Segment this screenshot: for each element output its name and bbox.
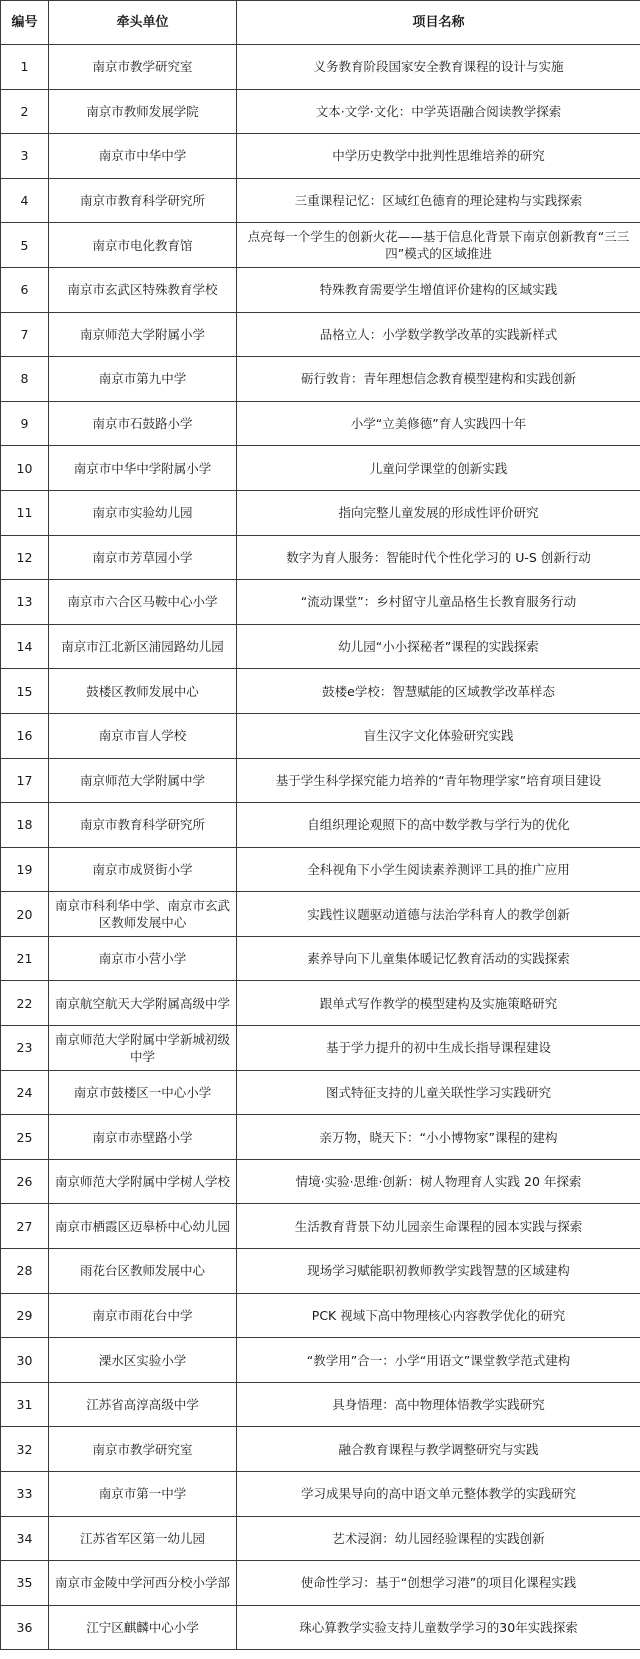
table-row — [1, 1472, 640, 1517]
row-number-cell: 5 — [1, 223, 49, 268]
row-number-cell: 32 — [1, 1427, 49, 1472]
row-number-cell: 13 — [1, 580, 49, 625]
table-row — [1, 624, 640, 669]
project-name-cell: 中学历史教学中批判性思维培养的研究 — [237, 134, 640, 179]
lead-unit-cell: 南京市六合区马鞍中心小学 — [49, 580, 237, 625]
project-name-cell: 特殊教育需要学生增值评价建构的区域实践 — [237, 267, 640, 312]
row-number-cell: 36 — [1, 1605, 49, 1650]
project-name-cell: 珠心算教学实验支持儿童数学学习的30年实践探索 — [237, 1605, 640, 1650]
lead-unit-cell: 南京市教学研究室 — [49, 1427, 237, 1472]
row-number-cell: 27 — [1, 1204, 49, 1249]
row-number-cell: 30 — [1, 1338, 49, 1383]
project-name-cell: “教学用”合一：小学“用语文”课堂教学范式建构 — [237, 1338, 640, 1383]
lead-unit-cell: 南京市教育科学研究所 — [49, 178, 237, 223]
row-number-cell: 4 — [1, 178, 49, 223]
project-name-cell: 义务教育阶段国家安全教育课程的设计与实施 — [237, 45, 640, 90]
lead-unit-cell: 南京师范大学附属中学新城初级中学 — [49, 1026, 237, 1071]
project-name-cell: 基于学生科学探究能力培养的“青年物理学家”培育项目建设 — [237, 758, 640, 803]
lead-unit-cell: 南京市第九中学 — [49, 357, 237, 402]
table-row — [1, 1249, 640, 1294]
table-row — [1, 981, 640, 1026]
lead-unit-cell: 南京航空航天大学附属高级中学 — [49, 981, 237, 1026]
table-header-row — [1, 1, 640, 45]
row-number-cell: 31 — [1, 1382, 49, 1427]
lead-unit-cell: 南京市赤壁路小学 — [49, 1115, 237, 1160]
table-row — [1, 1293, 640, 1338]
table-row — [1, 892, 640, 937]
project-name-cell: 盲生汉字文化体验研究实践 — [237, 713, 640, 758]
project-name-cell: 幼儿园“小小探秘者”课程的实践探索 — [237, 624, 640, 669]
table-row — [1, 89, 640, 134]
row-number-cell: 20 — [1, 892, 49, 937]
table-row — [1, 1561, 640, 1606]
row-number-cell: 15 — [1, 669, 49, 714]
table-row — [1, 45, 640, 90]
project-name-cell: 儿童问学课堂的创新实践 — [237, 446, 640, 491]
lead-unit-cell: 南京市雨花台中学 — [49, 1293, 237, 1338]
project-name-cell: 使命性学习：基于“创想学习港”的项目化课程实践 — [237, 1561, 640, 1606]
table-row — [1, 1382, 640, 1427]
row-number-cell: 28 — [1, 1249, 49, 1294]
header-lead-unit: 牵头单位 — [49, 1, 237, 45]
lead-unit-cell: 南京市金陵中学河西分校小学部 — [49, 1561, 237, 1606]
row-number-cell: 8 — [1, 357, 49, 402]
row-number-cell: 6 — [1, 267, 49, 312]
lead-unit-cell: 南京市教学研究室 — [49, 45, 237, 90]
lead-unit-cell: 南京市芳草园小学 — [49, 535, 237, 580]
lead-unit-cell: 南京市栖霞区迈皋桥中心幼儿园 — [49, 1204, 237, 1249]
table-row — [1, 312, 640, 357]
lead-unit-cell: 南京市实验幼儿园 — [49, 490, 237, 535]
lead-unit-cell: 南京市中华中学 — [49, 134, 237, 179]
project-name-cell: 砺行敦肯：青年理想信念教育模型建构和实践创新 — [237, 357, 640, 402]
row-number-cell: 22 — [1, 981, 49, 1026]
lead-unit-cell: 南京市玄武区特殊教育学校 — [49, 267, 237, 312]
lead-unit-cell: 南京市石鼓路小学 — [49, 401, 237, 446]
project-name-cell: 文本·文学·文化：中学英语融合阅读教学探索 — [237, 89, 640, 134]
lead-unit-cell: 南京市小营小学 — [49, 936, 237, 981]
table-row — [1, 713, 640, 758]
table-row — [1, 357, 640, 402]
project-name-cell: 小学“立美修德”育人实践四十年 — [237, 401, 640, 446]
table-row — [1, 535, 640, 580]
table-row — [1, 134, 640, 179]
row-number-cell: 17 — [1, 758, 49, 803]
row-number-cell: 18 — [1, 803, 49, 848]
lead-unit-cell: 江苏省高淳高级中学 — [49, 1382, 237, 1427]
lead-unit-cell: 南京市盲人学校 — [49, 713, 237, 758]
lead-unit-cell: 南京市第一中学 — [49, 1472, 237, 1517]
lead-unit-cell: 南京师范大学附属中学 — [49, 758, 237, 803]
table-row — [1, 267, 640, 312]
project-name-cell: PCK 视域下高中物理核心内容教学优化的研究 — [237, 1293, 640, 1338]
project-name-cell: 基于学力提升的初中生成长指导课程建设 — [237, 1026, 640, 1071]
table-row — [1, 1427, 640, 1472]
table-row — [1, 223, 640, 268]
lead-unit-cell: 南京市教育科学研究所 — [49, 803, 237, 848]
row-number-cell: 19 — [1, 847, 49, 892]
table-row — [1, 1338, 640, 1383]
row-number-cell: 24 — [1, 1070, 49, 1115]
project-name-cell: 实践性议题驱动道德与法治学科育人的教学创新 — [237, 892, 640, 937]
project-name-cell: “流动课堂”：乡村留守儿童品格生长教育服务行动 — [237, 580, 640, 625]
table-row — [1, 1605, 640, 1650]
project-name-cell: 生活教育背景下幼儿园亲生命课程的园本实践与探索 — [237, 1204, 640, 1249]
table-row — [1, 1159, 640, 1204]
project-name-cell: 现场学习赋能职初教师教学实践智慧的区域建构 — [237, 1249, 640, 1294]
project-name-cell: 三重课程记忆：区域红色德育的理论建构与实践探索 — [237, 178, 640, 223]
project-name-cell: 融合教育课程与教学调整研究与实践 — [237, 1427, 640, 1472]
row-number-cell: 23 — [1, 1026, 49, 1071]
lead-unit-cell: 溧水区实验小学 — [49, 1338, 237, 1383]
row-number-cell: 2 — [1, 89, 49, 134]
lead-unit-cell: 南京市江北新区浦园路幼儿园 — [49, 624, 237, 669]
table-row — [1, 580, 640, 625]
table-row — [1, 1516, 640, 1561]
row-number-cell: 3 — [1, 134, 49, 179]
table-row — [1, 847, 640, 892]
project-name-cell: 自组织理论观照下的高中数学教与学行为的优化 — [237, 803, 640, 848]
table-row — [1, 1204, 640, 1249]
project-name-cell: 具身悟理：高中物理体悟教学实践研究 — [237, 1382, 640, 1427]
project-name-cell: 鼓楼e学校：智慧赋能的区域教学改革样态 — [237, 669, 640, 714]
row-number-cell: 12 — [1, 535, 49, 580]
row-number-cell: 1 — [1, 45, 49, 90]
lead-unit-cell: 雨花台区教师发展中心 — [49, 1249, 237, 1294]
row-number-cell: 29 — [1, 1293, 49, 1338]
lead-unit-cell: 鼓楼区教师发展中心 — [49, 669, 237, 714]
row-number-cell: 21 — [1, 936, 49, 981]
table-row — [1, 1026, 640, 1071]
row-number-cell: 10 — [1, 446, 49, 491]
project-name-cell: 素养导向下儿童集体暖记忆教育活动的实践探索 — [237, 936, 640, 981]
project-name-cell: 学习成果导向的高中语文单元整体教学的实践研究 — [237, 1472, 640, 1517]
row-number-cell: 25 — [1, 1115, 49, 1160]
row-number-cell: 7 — [1, 312, 49, 357]
table-row — [1, 178, 640, 223]
project-name-cell: 亲万物，晓天下：“小小博物家”课程的建构 — [237, 1115, 640, 1160]
lead-unit-cell: 江宁区麒麟中心小学 — [49, 1605, 237, 1650]
row-number-cell: 16 — [1, 713, 49, 758]
header-number: 编号 — [1, 1, 49, 45]
table-row — [1, 1115, 640, 1160]
table-row — [1, 936, 640, 981]
project-name-cell: 点亮每一个学生的创新火花——基于信息化背景下南京创新教育“三三四”模式的区域推进 — [237, 223, 640, 268]
project-name-cell: 情境·实验·思维·创新：树人物理育人实践 20 年探索 — [237, 1159, 640, 1204]
table-row — [1, 669, 640, 714]
project-name-cell: 艺术浸润：幼儿园经验课程的实践创新 — [237, 1516, 640, 1561]
row-number-cell: 35 — [1, 1561, 49, 1606]
table-row — [1, 490, 640, 535]
row-number-cell: 33 — [1, 1472, 49, 1517]
table-row — [1, 446, 640, 491]
table-row — [1, 758, 640, 803]
row-number-cell: 26 — [1, 1159, 49, 1204]
lead-unit-cell: 南京师范大学附属中学树人学校 — [49, 1159, 237, 1204]
lead-unit-cell: 南京市中华中学附属小学 — [49, 446, 237, 491]
row-number-cell: 14 — [1, 624, 49, 669]
project-name-cell: 品格立人：小学数学教学改革的实践新样式 — [237, 312, 640, 357]
lead-unit-cell: 南京市科利华中学、南京市玄武区教师发展中心 — [49, 892, 237, 937]
table-row — [1, 803, 640, 848]
table-row — [1, 1070, 640, 1115]
table-body — [1, 45, 640, 1650]
header-project-name: 项目名称 — [237, 1, 640, 45]
table-row — [1, 401, 640, 446]
project-name-cell: 数字为育人服务：智能时代个性化学习的 U-S 创新行动 — [237, 535, 640, 580]
project-name-cell: 跟单式写作教学的模型建构及实施策略研究 — [237, 981, 640, 1026]
lead-unit-cell: 南京市教师发展学院 — [49, 89, 237, 134]
project-name-cell: 全科视角下小学生阅读素养测评工具的推广应用 — [237, 847, 640, 892]
lead-unit-cell: 江苏省军区第一幼儿园 — [49, 1516, 237, 1561]
lead-unit-cell: 南京市成贤街小学 — [49, 847, 237, 892]
project-name-cell: 图式特征支持的儿童关联性学习实践研究 — [237, 1070, 640, 1115]
lead-unit-cell: 南京师范大学附属小学 — [49, 312, 237, 357]
project-name-cell: 指向完整儿童发展的形成性评价研究 — [237, 490, 640, 535]
row-number-cell: 11 — [1, 490, 49, 535]
row-number-cell: 9 — [1, 401, 49, 446]
row-number-cell: 34 — [1, 1516, 49, 1561]
lead-unit-cell: 南京市电化教育馆 — [49, 223, 237, 268]
lead-unit-cell: 南京市鼓楼区一中心小学 — [49, 1070, 237, 1115]
